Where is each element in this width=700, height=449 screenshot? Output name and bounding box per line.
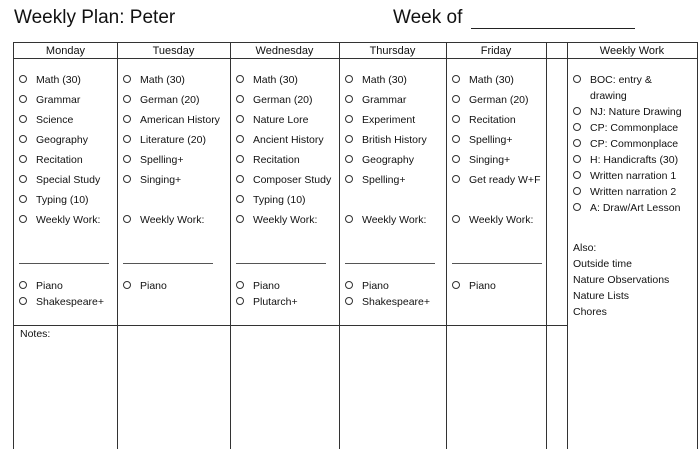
bullet-icon [19,135,27,143]
item-text: A: Draw/Art Lesson [590,202,681,214]
tuesday-item [123,94,200,106]
also-item: Nature Lists [573,290,630,302]
weekly-work-item [573,138,678,150]
bullet-icon [452,215,460,223]
col-divider [339,43,340,449]
item-text: Piano [362,280,389,292]
weekly-work-item [573,186,676,198]
bullet-icon [19,281,27,289]
monday-item [19,174,100,186]
item-text: Spelling+ [362,174,406,186]
item-text: German (20) [140,94,200,106]
bullet-icon [123,175,131,183]
bullet-icon [345,135,353,143]
bullet-icon [573,75,581,83]
item-text: Piano [469,280,496,292]
friday-item [452,174,540,186]
col-divider [567,43,568,449]
wednesday-item [236,154,300,166]
item-text: Ancient History [253,134,324,146]
col-divider [697,43,698,449]
bullet-icon [123,95,131,103]
monday-bottom-item [19,280,63,292]
bullet-icon [19,115,27,123]
bullet-icon [345,175,353,183]
thursday-item [345,154,414,166]
monday-item [19,114,73,126]
bullet-icon [236,135,244,143]
bullet-icon [345,215,353,223]
header-row-line [14,58,698,59]
item-text: Special Study [36,174,101,186]
header-friday: Friday [480,45,512,57]
item-text: Singing+ [469,154,511,166]
item-text: CP: Commonplace [590,122,679,134]
item-text: Shakespeare+ [36,296,105,308]
wednesday-item [236,174,331,186]
bullet-icon [345,155,353,163]
bullet-icon [236,115,244,123]
item-text: Experiment [362,114,416,126]
wednesday-weekly-work-line[interactable] [236,263,326,264]
item-text: Weekly Work: [140,214,205,226]
item-text: Spelling+ [469,134,513,146]
monday-item [19,74,81,86]
bullet-icon [345,297,353,305]
item-text: Piano [140,280,167,292]
tuesday-bottom-item [123,280,167,292]
thursday-item [345,134,427,146]
col-divider [546,43,547,449]
wednesday-bottom-item [236,296,298,308]
item-text: Weekly Work: [362,214,427,226]
bullet-icon [236,281,244,289]
tuesday-item [123,214,204,226]
item-text: Geography [362,154,414,166]
item-text: BOC: entry & [590,74,652,86]
bullet-icon [236,155,244,163]
item-text: H: Handicrafts (30) [590,154,679,166]
item-text: Written narration 2 [590,186,677,198]
item-text: Math (30) [36,74,81,86]
weekly-work-item [573,122,678,134]
bullet-icon [123,155,131,163]
tuesday-item [123,154,184,166]
item-text: Math (30) [469,74,514,86]
bullet-icon [236,195,244,203]
bullet-icon [19,75,27,83]
weekly-work-item [573,106,682,118]
bullet-icon [452,115,460,123]
bullet-icon [345,95,353,103]
bullet-icon [345,75,353,83]
also-item: Chores [573,306,607,318]
item-text: Literature (20) [140,134,206,146]
item-text: British History [362,134,427,146]
plan-grid [13,42,698,449]
bullet-icon [19,195,27,203]
bullet-icon [573,203,581,211]
bullet-icon [573,123,581,131]
item-text: American History [140,114,220,126]
item-text: NJ: Nature Drawing [590,106,682,118]
item-text: Composer Study [253,174,332,186]
item-text: Recitation [36,154,83,166]
also-item: Outside time [573,258,632,270]
friday-item [452,134,513,146]
thursday-weekly-work-line[interactable] [345,263,435,264]
header-tuesday: Tuesday [152,45,195,57]
week-of-label: Week of [393,7,463,28]
wednesday-item [236,114,308,126]
wednesday-item [236,214,317,226]
col-divider [230,43,231,449]
item-text: Weekly Work: [253,214,318,226]
item-text: Piano [253,280,280,292]
bullet-icon [123,281,131,289]
monday-item [19,214,100,226]
bullet-icon [19,297,27,305]
thursday-item [345,74,407,86]
friday-item [452,94,529,106]
thursday-item [345,214,426,226]
item-text: Geography [36,134,88,146]
bullet-icon [573,187,581,195]
friday-item [452,154,510,166]
item-text: Science [36,114,74,126]
item-text: Shakespeare+ [362,296,431,308]
bullet-icon [123,75,131,83]
header-monday: Monday [45,45,86,57]
thursday-item [345,174,406,186]
item-text: Grammar [36,94,81,106]
friday-item [452,214,533,226]
item-text: Piano [36,280,63,292]
wednesday-item [236,194,306,206]
col-divider [117,43,118,449]
weekly-work-item [573,202,680,214]
bullet-icon [123,135,131,143]
friday-item [452,114,516,126]
item-text: Weekly Work: [469,214,534,226]
item-text: Written narration 1 [590,170,677,182]
bullet-icon [345,115,353,123]
tuesday-item [123,134,206,146]
item-text: Get ready W+F [469,174,541,186]
wednesday-item [236,94,313,106]
notes-row-line [14,325,568,326]
week-of-field[interactable] [471,28,635,29]
bullet-icon [123,115,131,123]
also-item: Nature Observations [573,274,670,286]
item-text: Typing (10) [253,194,306,206]
weekly-work-item-continuation: drawing [590,90,627,102]
monday-item [19,154,83,166]
tuesday-item [123,114,220,126]
also-label: Also: [573,242,597,254]
monday-bottom-item [19,296,104,308]
item-text: Typing (10) [36,194,89,206]
bullet-icon [19,175,27,183]
bullet-icon [236,175,244,183]
item-text: Math (30) [362,74,407,86]
bullet-icon [452,95,460,103]
item-text: German (20) [469,94,529,106]
bullet-icon [345,281,353,289]
item-text: Plutarch+ [253,296,298,308]
item-text: Recitation [253,154,300,166]
header-weekly-work: Weekly Work [599,45,665,57]
thursday-bottom-item [345,280,389,292]
page-title: Weekly Plan: Peter [14,7,176,28]
bullet-icon [452,75,460,83]
bullet-icon [236,215,244,223]
bullet-icon [452,155,460,163]
header-thursday: Thursday [369,45,416,57]
item-text: Nature Lore [253,114,309,126]
bullet-icon [452,175,460,183]
monday-item [19,134,88,146]
bullet-icon [573,171,581,179]
friday-item [452,74,514,86]
bullet-icon [573,139,581,147]
tuesday-item [123,174,181,186]
bullet-icon [123,215,131,223]
tuesday-item [123,74,185,86]
notes-label: Notes: [20,328,51,340]
item-text: Weekly Work: [36,214,101,226]
item-text: CP: Commonplace [590,138,679,150]
bullet-icon [236,75,244,83]
bullet-icon [452,135,460,143]
bullet-icon [236,95,244,103]
monday-weekly-work-line[interactable] [19,263,109,264]
item-text: Spelling+ [140,154,184,166]
wednesday-item [236,74,298,86]
friday-weekly-work-line[interactable] [452,263,542,264]
thursday-item [345,94,406,106]
item-text: German (20) [253,94,313,106]
item-text: Grammar [362,94,407,106]
bullet-icon [19,215,27,223]
thursday-bottom-item [345,296,430,308]
monday-item [19,94,80,106]
weekly-work-item [573,74,652,86]
bullet-icon [573,155,581,163]
bullet-icon [452,281,460,289]
weekly-work-item [573,154,678,166]
item-text: Singing+ [140,174,182,186]
tuesday-weekly-work-line[interactable] [123,263,213,264]
wednesday-bottom-item [236,280,280,292]
header-wednesday: Wednesday [255,45,314,57]
bullet-icon [236,297,244,305]
monday-item [19,194,89,206]
wednesday-item [236,134,324,146]
bullet-icon [19,95,27,103]
friday-bottom-item [452,280,496,292]
col-divider [446,43,447,449]
weekly-work-item [573,170,676,182]
item-text: Recitation [469,114,516,126]
item-text: Math (30) [140,74,185,86]
thursday-item [345,114,415,126]
bullet-icon [573,107,581,115]
bullet-icon [19,155,27,163]
item-text: Math (30) [253,74,298,86]
